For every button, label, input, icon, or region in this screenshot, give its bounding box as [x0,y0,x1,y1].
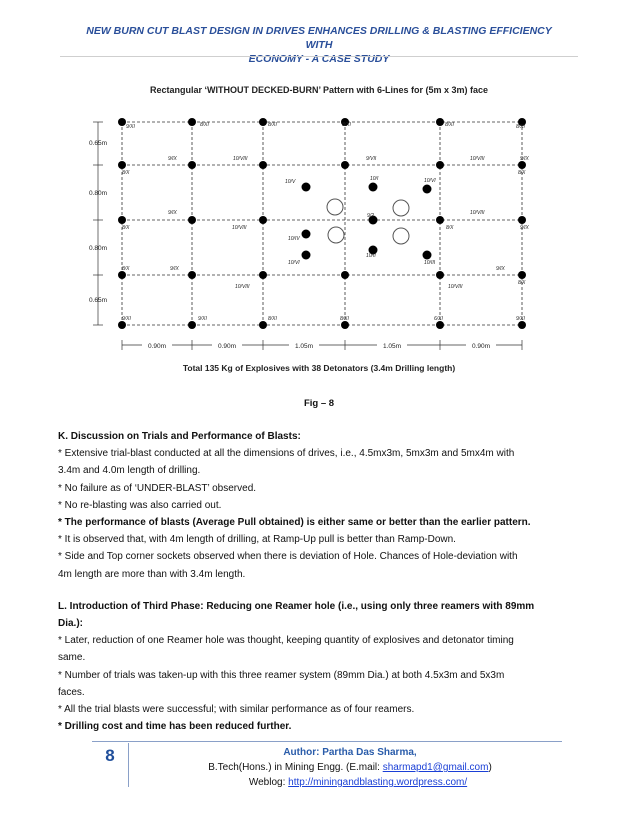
blast-hole [436,118,444,126]
hole-label: 9/IX [170,266,179,272]
paragraph: * Drilling cost and time has been reduced further. [58,721,292,733]
blast-hole [518,161,526,169]
reamer-holes [327,199,409,244]
hdim-4: 1.05m [382,343,402,350]
hdim-3: 1.05m [294,343,314,350]
hole-label: 6/XI [434,316,443,322]
hole-label: 10/VIII [470,210,485,216]
blast-hole [518,321,526,329]
paragraph: * No failure as of ‘UNDER-BLAST’ observed. [58,482,257,494]
burn-hole [302,230,311,239]
burn-hole [302,251,311,260]
running-header [80,24,558,66]
blast-hole [259,216,267,224]
hole-label: 8/X [122,225,130,231]
hole-label: 10/VIII [235,284,250,290]
figure-title: Rectangular ‘WITHOUT DECKED-BURN’ Pattern with 6-Lines for (5m x 3m) face [149,85,489,95]
blast-hole [518,216,526,224]
weblog-link[interactable]: http://miningandblasting.wordpress.com/ [288,777,468,788]
footer [180,745,520,790]
paragraph: * Side and Top corner sockets observed when there is deviation of Hole. Chances of Hole-deviation with [58,551,518,563]
paragraph: 4m length are more than with 3.4m length. [58,568,246,580]
hole-label: 9/IX [520,156,529,162]
hole-label: 9/XI [516,316,525,322]
hole-label: 10/I [370,176,379,182]
footer-author: Author: Partha Das Sharma, [283,747,417,758]
blast-hole [118,216,126,224]
hole-label: 8/X [122,266,130,272]
vertical-dimension [93,122,103,325]
hole-label: 9/2 [367,213,374,219]
hole-label: 8/X [518,170,526,176]
weblog-label: Weblog: [248,777,289,788]
hole-label: 9/XI [198,316,207,322]
hole-label: 8/X [122,170,130,176]
blast-hole [188,118,196,126]
hdim-5: 0.90m [471,343,491,350]
paragraph: * It is observed that, with 4m length of drilling, at Ramp-Up pull is better than Ramp-Down. [58,534,456,546]
hole-label: 8/X [518,280,526,286]
header-divider [60,56,578,57]
blast-hole [436,271,444,279]
blast-holes [118,118,526,329]
hdim-1: 0.90m [147,343,167,350]
blast-hole [188,161,196,169]
paragraph: * The performance of blasts (Average Pull obtained) is either same or better than the earlier pattern. [58,517,531,529]
hole-label: 9/XI [122,316,131,322]
hdim-2: 0.90m [217,343,237,350]
paragraph: faces. [58,686,85,698]
blast-hole [259,118,267,126]
paragraph: * No re-blasting was also carried out. [58,499,222,511]
blast-hole [259,321,267,329]
hole-label: 10/VIII [448,284,463,290]
hole-label: 9/IX [168,210,177,216]
horizontal-dimension [122,340,522,350]
blast-hole [118,321,126,329]
blast-hole [259,271,267,279]
figure-caption: Fig – 8 [303,398,335,409]
hole-label: 8/XI [516,124,525,130]
hole-label: 8/XI [268,316,277,322]
footer-qual-suffix: ) [488,762,492,773]
hole-label: 9/IX [520,225,529,231]
hole-label: 8/XI [445,122,454,128]
hole-label: 10/III [424,260,436,266]
hole-label: 8/XI [200,122,209,128]
figure-footer-text: Total 135 Kg of Explosives with 38 Detonators (3.4m Drilling length) [182,363,456,373]
reamer-hole [393,228,409,244]
vdim-2: 0.80m [88,190,108,197]
blast-hole [436,216,444,224]
vdim-3: 0.80m [88,245,108,252]
hole-label: 10/VI [288,260,300,266]
blast-hole [118,161,126,169]
paragraph: same. [58,652,86,664]
hole-label: 9/IX [496,266,505,272]
header-line-2: ECONOMY - A CASE STUDY [248,53,390,65]
reamer-hole [327,199,343,215]
footer-weblog [188,775,528,790]
hole-label: 10/IV [288,236,300,242]
hole-label: 10/VIII [232,225,247,231]
burn-hole [423,185,432,194]
grid-lines [122,122,522,325]
vdim-4: 0.65m [88,297,108,304]
paragraph: * Number of trials was taken-up with this three reamer system (89mm Dia.) at both 4.5x3m and 5x3m [58,669,505,681]
blast-hole [118,271,126,279]
blast-hole [436,321,444,329]
blast-hole [188,216,196,224]
reamer-hole [393,200,409,216]
email-link[interactable]: sharmapd1@gmail.com [382,762,489,773]
blast-hole [341,321,349,329]
header-line-1: NEW BURN CUT BLAST DESIGN IN DRIVES ENHANCES DRILLING & BLASTING EFFICIENCY WITH [86,25,552,51]
body-text [58,428,580,735]
paragraph: * All the trial blasts were successful; with similar performance as of four reamers. [58,704,415,716]
hole-label: 9/IX [168,156,177,162]
hole-label: 8/XI [268,122,277,128]
page-number: 8 [105,746,115,765]
hole-label: 10/VIII [233,156,248,162]
hole-label: 8/X [446,225,454,231]
paragraph: * Later, reduction of one Reamer hole was thought, keeping quantity of explosives and detonator timing [58,635,514,647]
blast-hole [518,271,526,279]
footer-divider [92,741,562,742]
paragraph: 3.4m and 4.0m length of drilling. [58,465,201,477]
footer-qualification [180,760,520,775]
paragraph: * Extensive trial-blast conducted at all the dimensions of drives, i.e., 4.5mx3m, 5mx3m and 5mx4m with [58,448,515,460]
blast-pattern-figure [60,62,578,384]
blast-hole [188,321,196,329]
blast-hole [436,161,444,169]
blast-hole [118,118,126,126]
section-l-heading: L. Introduction of Third Phase: Reducing one Reamer hole (i.e., using only three reamers with 89mm [58,600,535,612]
footer-qual-prefix: B.Tech(Hons.) in Mining Engg. (E.mail: [208,762,383,773]
hole-label: 9/VII [366,156,377,162]
hole-label: 8/XI [340,316,349,322]
burn-hole [423,251,432,260]
blast-hole [188,271,196,279]
section-l-heading-cont: Dia.): [58,618,83,630]
hole-label: 10/V [285,179,296,185]
burn-hole [369,183,378,192]
blast-hole [341,161,349,169]
blast-hole [259,161,267,169]
hole-label: 10/VIII [470,156,485,162]
reamer-hole [328,227,344,243]
burn-hole [302,183,311,192]
page-number-box [92,743,129,787]
section-k-heading: K. Discussion on Trials and Performance of Blasts: [58,431,301,442]
hole-label: 10/II [366,253,376,259]
blast-hole [341,271,349,279]
hole-label: 10/VI [424,178,436,184]
hole-label: 9/XI [126,124,135,130]
vdim-1: 0.65m [88,140,108,147]
hole-label: 8/XI [342,122,351,128]
